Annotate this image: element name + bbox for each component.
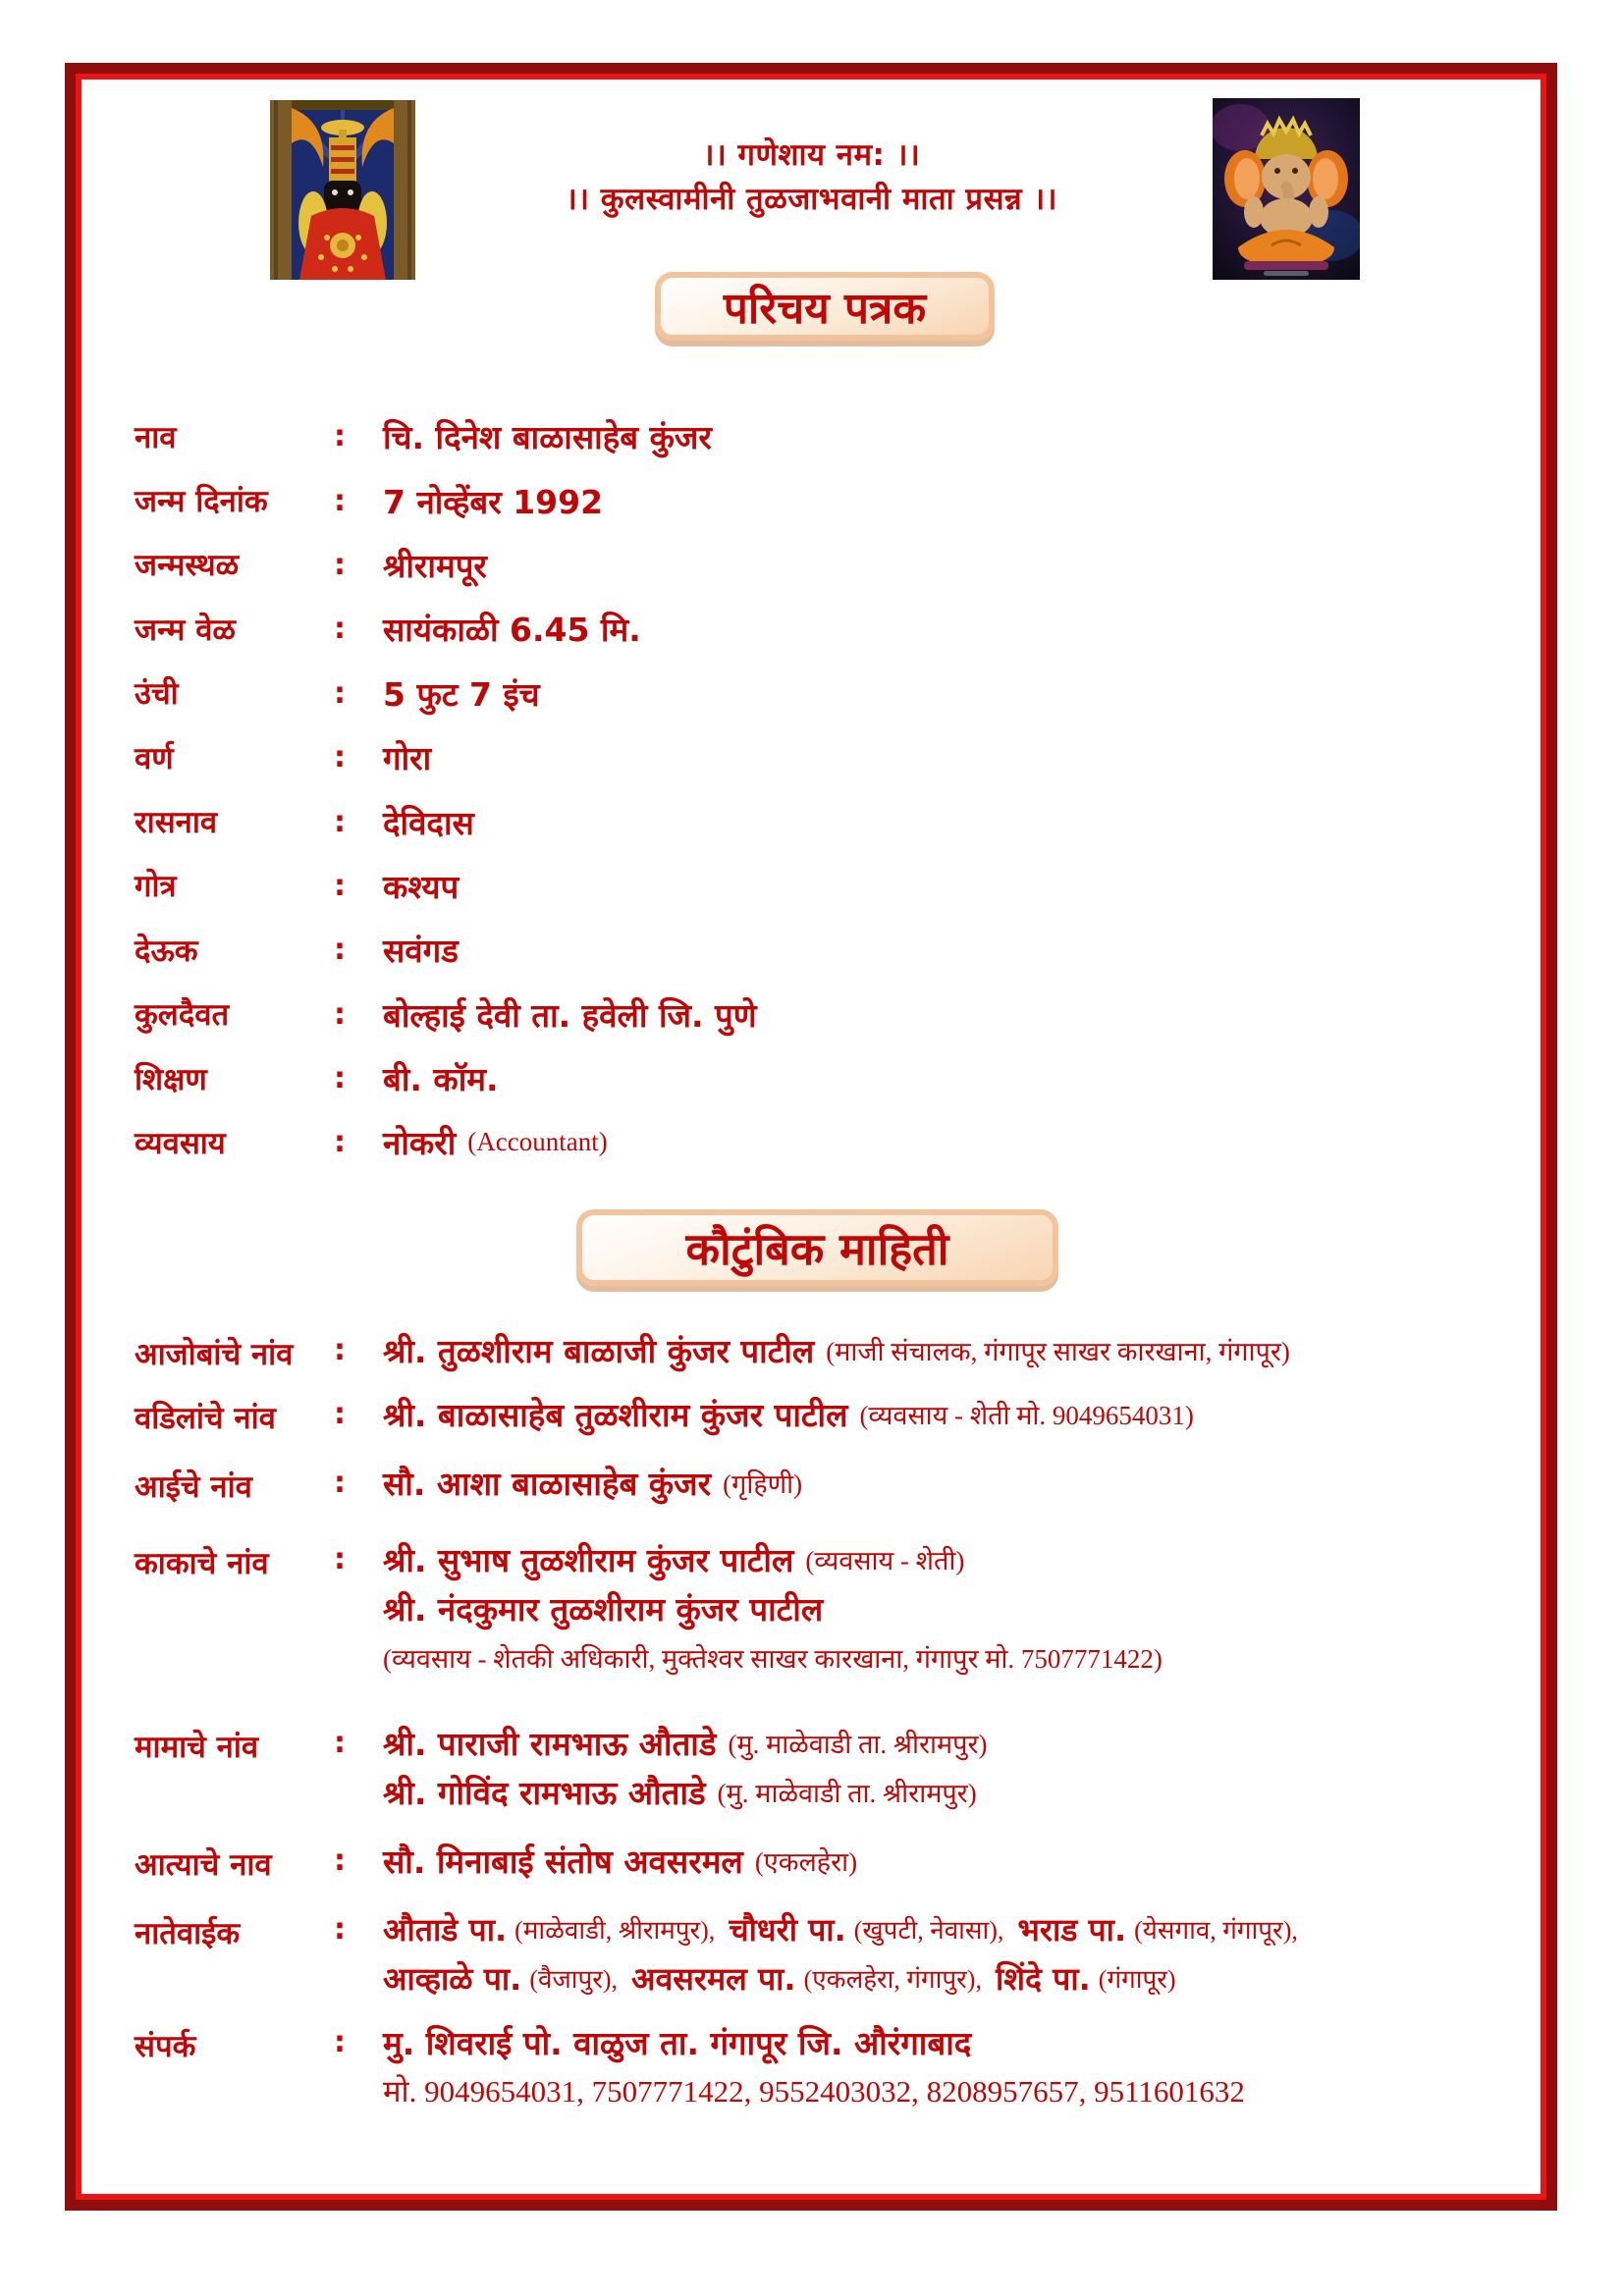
- row-label: आजोबांचे नांव: [135, 1337, 294, 1372]
- row-label: गोत्र: [135, 869, 177, 905]
- family-row-uncle: [135, 1534, 1499, 1682]
- row-value: श्री. गोविंद रामभाऊ औताडे: [383, 1773, 706, 1812]
- family-details-list: [135, 1325, 1499, 2115]
- row-colon: :: [334, 868, 346, 903]
- row-value: सवंगड: [383, 932, 459, 971]
- relative-place: (खुपटी, नेवासा),: [853, 1916, 1004, 1945]
- row-value: श्री. तुळशीराम बाळाजी कुंजर पाटील: [383, 1331, 815, 1370]
- title-badge-text: परिचय पत्रक: [723, 284, 927, 334]
- watermark: [1264, 271, 1309, 276]
- row-value: श्री. बाळासाहेब तुळशीराम कुंजर पाटील: [383, 1395, 848, 1434]
- row-value: सायंकाळी 6.45 मि.: [383, 611, 641, 650]
- row-value: 7 नोव्हेंबर 1992: [383, 482, 604, 521]
- personal-details-list: [135, 404, 1499, 1175]
- row-note: (गृहिणी): [723, 1468, 803, 1499]
- row-colon: :: [334, 740, 346, 775]
- detail-row-height: [135, 662, 1499, 725]
- row-colon: :: [334, 1726, 346, 1760]
- row-value: श्री. सुभाष तुळशीराम कुंजर पाटील: [383, 1540, 794, 1579]
- row-label: नाव: [135, 419, 177, 455]
- detail-row-occupation: [135, 1110, 1499, 1174]
- row-colon: :: [334, 1843, 346, 1878]
- family-row-relatives: [135, 1904, 1499, 2002]
- row-label: जन्मस्थळ: [135, 548, 240, 584]
- row-label: शिक्षण: [135, 1061, 207, 1097]
- row-value: श्री. नंदकुमार तुळशीराम कुंजर पाटील: [383, 1589, 824, 1629]
- family-row-contact: [135, 2017, 1499, 2115]
- detail-row-complexion: [135, 725, 1499, 789]
- row-value: सौ. मिनाबाई संतोष अवसरमल: [383, 1842, 743, 1881]
- row-note: (मु. माळेवाडी ता. श्रीरामपुर): [717, 1778, 977, 1808]
- row-colon: :: [334, 612, 346, 647]
- row-label: आईचे नांव: [135, 1469, 252, 1505]
- row-value: बी. कॉम.: [383, 1060, 499, 1099]
- family-row-maternal-uncle: [135, 1718, 1499, 1816]
- invocation-line-1: ।। गणेशाय नम: ।।: [702, 137, 921, 173]
- row-label: वर्ण: [135, 740, 174, 776]
- row-value: श्रीरामपूर: [383, 546, 487, 585]
- row-note: (व्यवसाय - शेती): [805, 1545, 965, 1575]
- row-colon: :: [334, 2025, 346, 2059]
- row-label: वडिलांचे नांव: [135, 1401, 276, 1436]
- contact-address: मु. शिवराई पो. वाळुज ता. गंगापूर जि. औरंगाबाद: [383, 2023, 972, 2062]
- row-label: रासनाव: [135, 805, 218, 841]
- row-value: बोल्हाई देवी ता. हवेली जि. पुणे: [383, 995, 757, 1035]
- family-row-aunt: [135, 1836, 1499, 1885]
- detail-row-name: [135, 404, 1499, 468]
- row-value: चि. दिनेश बाळासाहेब कुंजर: [383, 418, 712, 457]
- row-note: (व्यवसाय - शेतकी अधिकारी, मुक्तेश्वर साखर कारखाना, गंगापुर मो. 7507771422): [383, 1643, 1163, 1674]
- row-note: (मु. माळेवाडी ता. श्रीरामपुर): [728, 1729, 988, 1759]
- relative-name: औताडे पा.: [383, 1910, 508, 1949]
- row-colon: :: [334, 1912, 346, 1947]
- row-colon: :: [334, 996, 346, 1032]
- row-value: नोकरी: [383, 1124, 457, 1163]
- row-colon: :: [334, 547, 346, 582]
- contact-phone-numbers: मो. 9049654031, 7507771422, 9552403032, 8208957657, 9511601632: [383, 2074, 1245, 2109]
- relative-place: (एकलहेरा, गंगापुर),: [803, 1965, 982, 1994]
- relative-place: (गंगापूर): [1098, 1965, 1176, 1994]
- family-badge-text: कौटुंबिक माहिती: [685, 1222, 949, 1275]
- row-label: संपर्क: [135, 2029, 196, 2064]
- row-note: (व्यवसाय - शेती मो. 9049654031): [859, 1400, 1194, 1430]
- relative-name: चौधरी पा.: [729, 1910, 846, 1949]
- relative-place: (येसगाव, गंगापूर),: [1134, 1916, 1298, 1945]
- row-value: सौ. आशा बाळासाहेब कुंजर: [383, 1464, 712, 1503]
- row-colon: :: [334, 1333, 346, 1367]
- row-value: 5 फुट 7 इंच: [383, 674, 540, 714]
- title-badge-parichay-patrak: [655, 272, 995, 341]
- row-note: (एकलहेरा): [754, 1846, 858, 1877]
- relative-name: भराड पा.: [1017, 1910, 1127, 1949]
- row-label: काकाचे नांव: [135, 1546, 269, 1581]
- detail-row-kuldaivat: [135, 983, 1499, 1046]
- row-label: देऊक: [135, 933, 198, 969]
- detail-row-birthdate: [135, 468, 1499, 532]
- row-colon: :: [334, 675, 346, 711]
- detail-row-birthplace: [135, 533, 1499, 597]
- row-value: श्री. पाराजी रामभाऊ औताडे: [383, 1724, 717, 1763]
- relative-name: अवसरमल पा.: [631, 1959, 796, 1998]
- row-label: कुलदैवत: [135, 997, 230, 1034]
- row-colon: :: [334, 1125, 346, 1160]
- section-badge-family-info: [576, 1209, 1058, 1286]
- detail-row-birthtime: [135, 597, 1499, 661]
- row-colon: :: [334, 1542, 346, 1576]
- family-row-mother: [135, 1458, 1499, 1507]
- detail-row-rashi-name: [135, 789, 1499, 853]
- detail-row-education: [135, 1046, 1499, 1110]
- row-label: जन्म दिनांक: [135, 484, 268, 520]
- row-colon: :: [334, 933, 346, 968]
- detail-row-gotra: [135, 854, 1499, 918]
- family-row-grandfather: [135, 1325, 1499, 1374]
- row-label: मामाचे नांव: [135, 1730, 259, 1765]
- row-value: कश्यप: [383, 867, 460, 906]
- row-label: नातेवाईक: [135, 1916, 241, 1951]
- row-label: उंची: [135, 676, 179, 713]
- row-colon: :: [334, 1061, 346, 1096]
- row-label: जन्म वेळ: [135, 612, 236, 648]
- invocation-line-2: ।। कुलस्वामीनी तुळजाभवानी माता प्रसन्न ।।: [566, 182, 1057, 217]
- row-label: आत्याचे नाव: [135, 1847, 272, 1883]
- relative-name: आव्हाळे पा.: [383, 1959, 522, 1998]
- row-colon: :: [334, 1466, 346, 1500]
- row-value: गोरा: [383, 739, 432, 778]
- relative-place: (माळेवाडी, श्रीरामपुर),: [514, 1916, 716, 1945]
- row-colon: :: [334, 804, 346, 839]
- row-colon: :: [334, 483, 346, 518]
- row-label: व्यवसाय: [135, 1125, 226, 1161]
- row-colon: :: [334, 419, 346, 454]
- detail-row-devak: [135, 918, 1499, 982]
- row-value: देविदास: [383, 803, 474, 842]
- row-note: (माजी संचालक, गंगापूर साखर कारखाना, गंगापूर): [826, 1336, 1290, 1366]
- row-colon: :: [334, 1397, 346, 1431]
- row-note: (Accountant): [467, 1127, 608, 1157]
- family-row-father: [135, 1389, 1499, 1438]
- relative-place: (वैजापुर),: [529, 1965, 619, 1994]
- relative-name: शिंदे पा.: [995, 1959, 1091, 1998]
